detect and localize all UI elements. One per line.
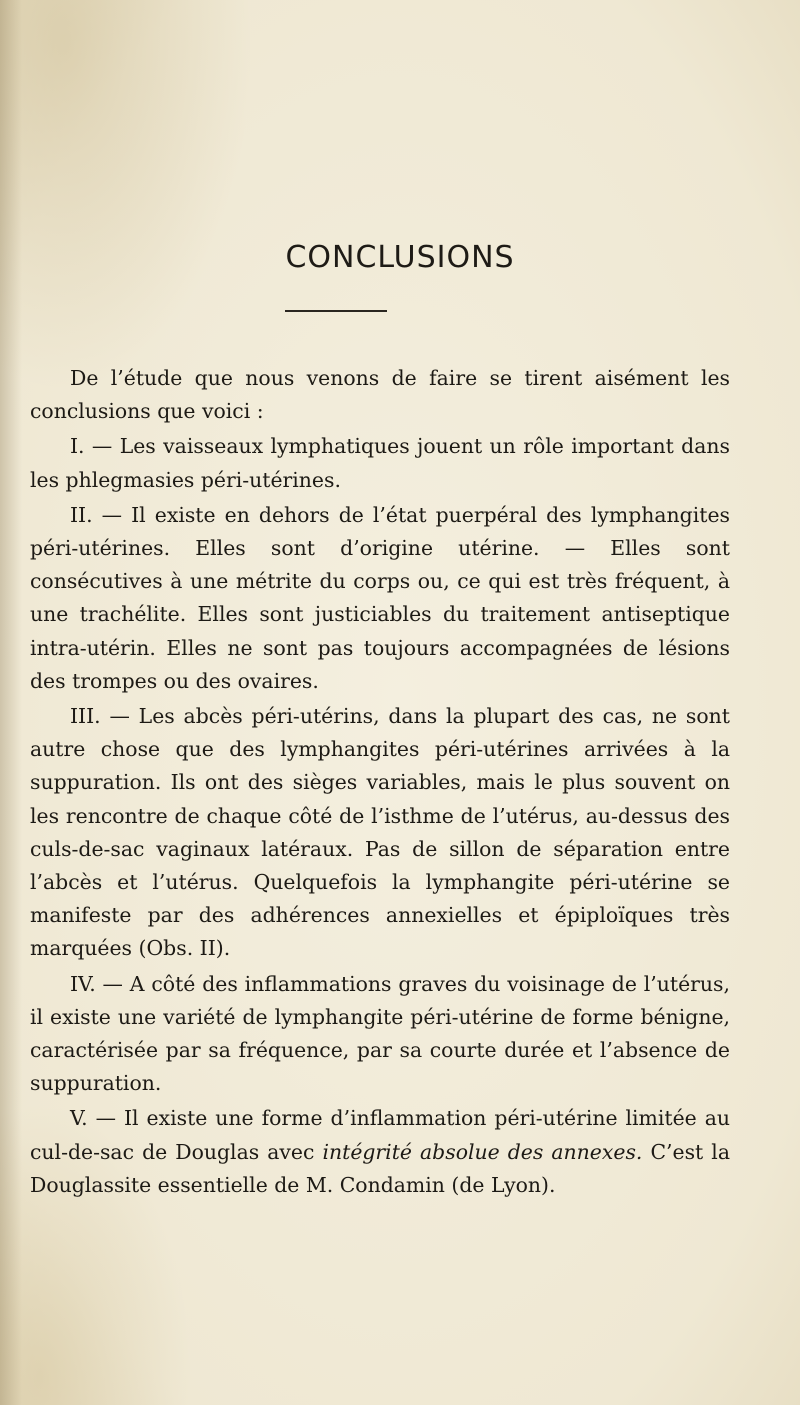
page-title: CONCLUSIONS	[285, 240, 515, 275]
title-divider	[285, 310, 387, 312]
intro-paragraph: De l’étude que nous venons de faire se tirent aisément les conclusions que voici :	[30, 366, 730, 424]
conclusion-5-start: V. — Il existe une forme d’inflammation péri-utérine limitée au cul-de-sac de Douglas avec	[30, 1106, 730, 1164]
conclusion-1: I. — Les vaisseaux lymphatiques jouent un rôle important dans les phlegmasies péri-utérines.	[30, 434, 730, 492]
conclusion-2: II. — Il existe en dehors de l’état puerpéral des lymphangites péri-utérines. Elles sont d’origine utérine. — Elles sont consécutives à une métrite du corps ou, ce qui est très fréquent, à une trachélite. Elles sont justiciables du traitement antiseptique intra-utérin. Elles ne sont pas toujours accompagnées de lésions des trompes ou des ovaires.	[30, 502, 730, 693]
conclusion-5	[30, 1102, 730, 1202]
conclusion-4: IV. — A côté des inflammations graves du voisinage de l’utérus, il existe une variété de lymphangite péri-utérine de forme bénigne, caractérisée par sa fréquence, par sa courte durée et l’absence de suppuration.	[30, 971, 730, 1096]
body-text	[30, 362, 730, 1204]
conclusion-5-italic: intégrité absolue des annexes.	[322, 1139, 643, 1164]
conclusion-5-end: C’est la Douglassite essentielle de M. Condamin (de Lyon).	[30, 1139, 730, 1197]
spine-shadow	[0, 0, 22, 1405]
conclusion-3: III. — Les abcès péri-utérins, dans la plupart des cas, ne sont autre chose que des lymphangites péri-utérines arrivées à la suppuration. Ils ont des sièges variables, mais le plus souvent on les rencontre de chaque côté de l’isthme de l’utérus, au-dessus des culs-de-sac vaginaux latéraux. Pas de sillon de séparation entre l’abcès et l’utérus. Quelquefois la lymphangite péri-utérine se manifeste par des adhérences annexielles et épiploïques très marquées (Obs. II).	[30, 704, 730, 961]
